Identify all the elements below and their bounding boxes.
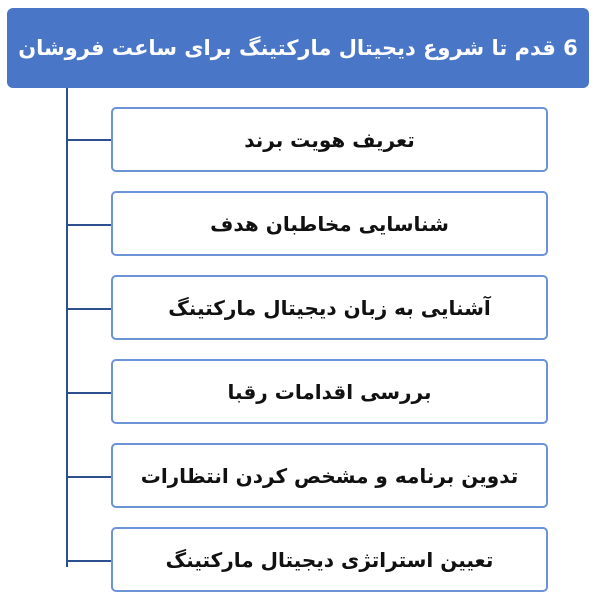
diagram-title-text: 6 قدم تا شروع دیجیتال مارکتینگ برای ساعت فروشان <box>18 36 578 60</box>
step-box-3 <box>111 275 548 340</box>
step-box-1 <box>111 107 548 172</box>
connector-line-3 <box>66 308 111 310</box>
step-label-2: شناسایی مخاطبان هدف <box>210 211 449 236</box>
step-box-6 <box>111 527 548 592</box>
step-label-5: تدوین برنامه و مشخص کردن انتظارات <box>140 463 519 488</box>
step-label-3: آشنایی به زبان دیجیتال مارکتینگ <box>168 295 491 320</box>
step-label-6: تعیین استراتژی دیجیتال مارکتینگ <box>165 547 494 572</box>
step-box-4 <box>111 359 548 424</box>
diagram-title <box>7 8 589 88</box>
connector-line-6 <box>66 560 111 562</box>
connector-line-5 <box>66 476 111 478</box>
connector-line-4 <box>66 392 111 394</box>
tree-trunk-line <box>66 88 68 567</box>
connector-line-2 <box>66 224 111 226</box>
step-box-5 <box>111 443 548 508</box>
step-box-2 <box>111 191 548 256</box>
step-label-1: تعریف هویت برند <box>244 127 415 152</box>
connector-line-1 <box>66 139 111 141</box>
step-label-4: بررسی اقدامات رقبا <box>227 379 432 404</box>
